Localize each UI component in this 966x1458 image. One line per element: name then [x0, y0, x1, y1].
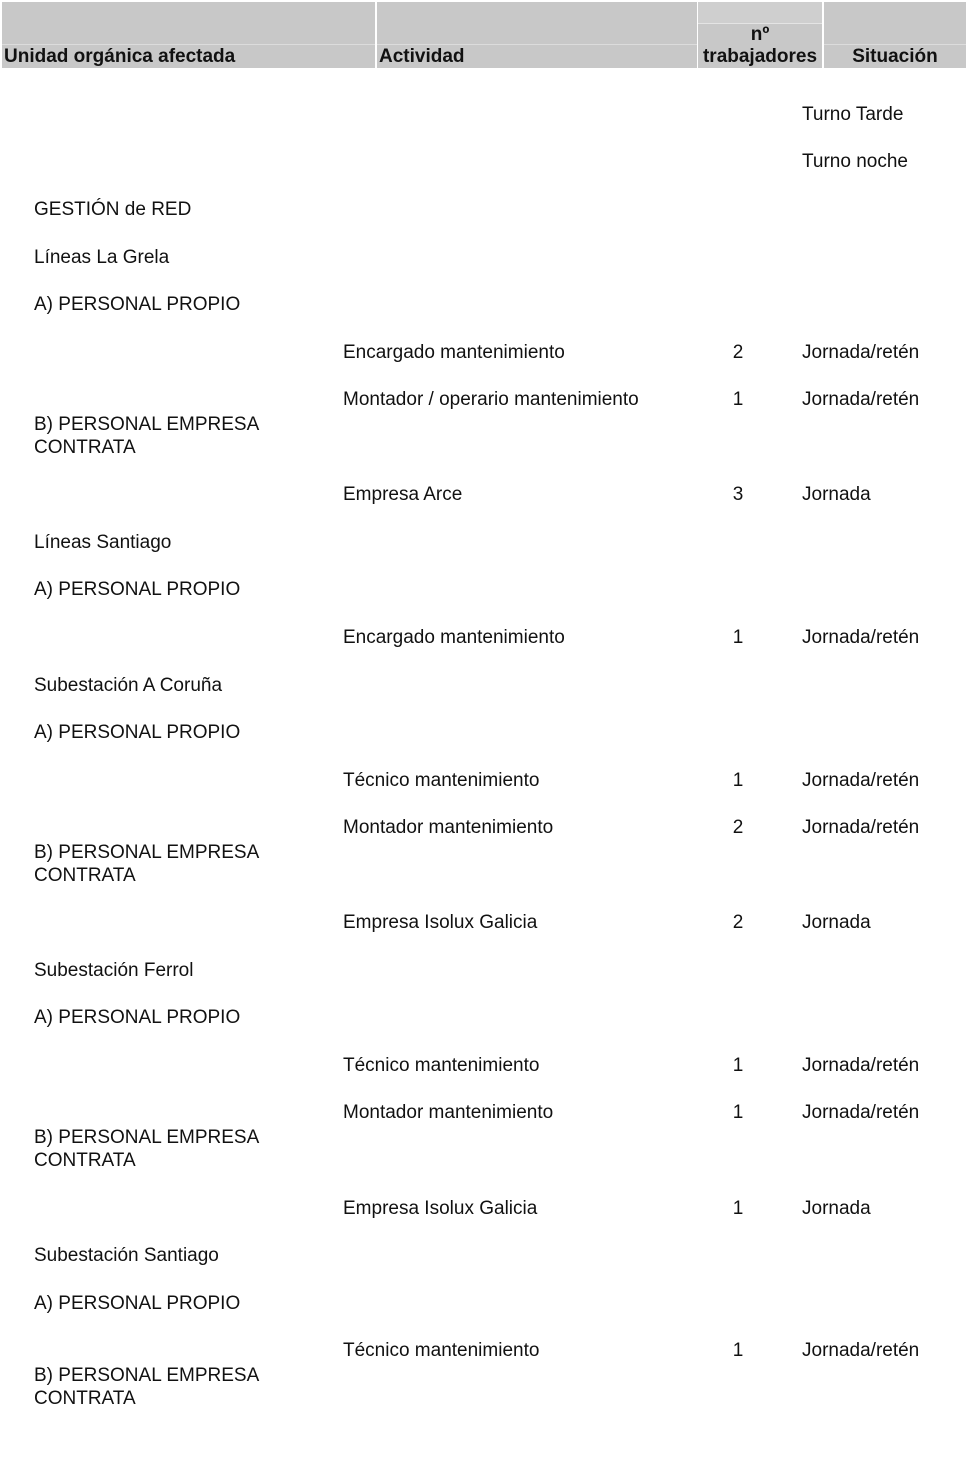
header-situation-label: Situación: [852, 46, 938, 67]
contrata-line1: B) PERSONAL EMPRESA: [34, 1365, 260, 1386]
row-num: 2: [732, 342, 744, 363]
label-personal-contrata: [34, 1364, 259, 1410]
row-situation: Jornada: [802, 484, 871, 505]
row-situation: Jornada/retén: [802, 1340, 920, 1361]
header-band: [2, 44, 375, 45]
row-num: 3: [732, 484, 744, 505]
row-num: 1: [732, 1340, 744, 1361]
turn-tarde: Turno Tarde: [802, 104, 904, 125]
row-num: 1: [732, 1102, 744, 1123]
header-cell-num-workers: [698, 2, 822, 68]
table-header: [2, 2, 966, 68]
header-unit-label: Unidad orgánica afectada: [4, 46, 236, 67]
label-personal-propio: A) PERSONAL PROPIO: [34, 579, 241, 600]
row-situation: Jornada/retén: [802, 770, 920, 791]
section-lineas-grela: Líneas La Grela: [34, 247, 170, 268]
contrata-line2: CONTRATA: [34, 865, 136, 886]
row-activity: Empresa Isolux Galicia: [343, 912, 538, 933]
row-num: 2: [732, 912, 744, 933]
row-num: 1: [732, 1198, 744, 1219]
row-situation: Jornada/retén: [802, 817, 920, 838]
header-num-label: [698, 24, 822, 68]
section-sub-ferrol: Subestación Ferrol: [34, 960, 194, 981]
row-situation: Jornada/retén: [802, 627, 920, 648]
header-num-line2: trabajadores: [702, 46, 818, 67]
row-situation: Jornada/retén: [802, 342, 920, 363]
section-sub-coruna: Subestación A Coruña: [34, 675, 223, 696]
contrata-line2: CONTRATA: [34, 1150, 136, 1171]
section-gestion-red: GESTIÓN de RED: [34, 199, 192, 220]
row-activity: Montador / operario mantenimiento: [343, 389, 639, 410]
label-personal-contrata: [34, 1126, 259, 1172]
section-sub-santiago: Subestación Santiago: [34, 1245, 219, 1266]
label-personal-propio: A) PERSONAL PROPIO: [34, 722, 241, 743]
row-situation: Jornada/retén: [802, 1055, 920, 1076]
header-num-line1: nº: [750, 24, 770, 45]
row-activity: Empresa Isolux Galicia: [343, 1198, 538, 1219]
row-activity: Encargado mantenimiento: [343, 342, 565, 363]
header-activity-label: Actividad: [379, 46, 465, 67]
label-personal-propio: A) PERSONAL PROPIO: [34, 1293, 241, 1314]
row-activity: Encargado mantenimiento: [343, 627, 565, 648]
contrata-line1: B) PERSONAL EMPRESA: [34, 414, 260, 435]
row-activity: Técnico mantenimiento: [343, 1055, 540, 1076]
row-situation: Jornada/retén: [802, 1102, 920, 1123]
row-situation: Jornada/retén: [802, 389, 920, 410]
row-activity: Montador mantenimiento: [343, 817, 554, 838]
label-personal-contrata: [34, 413, 259, 459]
row-situation: Jornada: [802, 912, 871, 933]
row-num: 1: [732, 770, 744, 791]
section-lineas-santiago: Líneas Santiago: [34, 532, 172, 553]
turn-noche: Turno noche: [802, 151, 908, 172]
header-cell-situation: [824, 2, 966, 68]
row-activity: Técnico mantenimiento: [343, 1340, 540, 1361]
header-band: [377, 44, 697, 45]
label-personal-propio: A) PERSONAL PROPIO: [34, 1007, 241, 1028]
row-activity: Empresa Arce: [343, 484, 463, 505]
row-num: 1: [732, 1055, 744, 1076]
row-num: 1: [732, 389, 744, 410]
row-num: 2: [732, 817, 744, 838]
header-cell-activity: [377, 2, 697, 68]
row-situation: Jornada: [802, 1198, 871, 1219]
row-activity: Montador mantenimiento: [343, 1102, 554, 1123]
label-personal-propio: A) PERSONAL PROPIO: [34, 294, 241, 315]
row-activity: Técnico mantenimiento: [343, 770, 540, 791]
contrata-line2: CONTRATA: [34, 437, 136, 458]
label-personal-contrata: [34, 841, 259, 887]
header-cell-unit: [2, 2, 375, 68]
header-band: [824, 44, 966, 45]
header-top-band: [698, 2, 822, 24]
contrata-line2: CONTRATA: [34, 1388, 136, 1409]
row-num: 1: [732, 627, 744, 648]
contrata-line1: B) PERSONAL EMPRESA: [34, 842, 260, 863]
contrata-line1: B) PERSONAL EMPRESA: [34, 1127, 260, 1148]
